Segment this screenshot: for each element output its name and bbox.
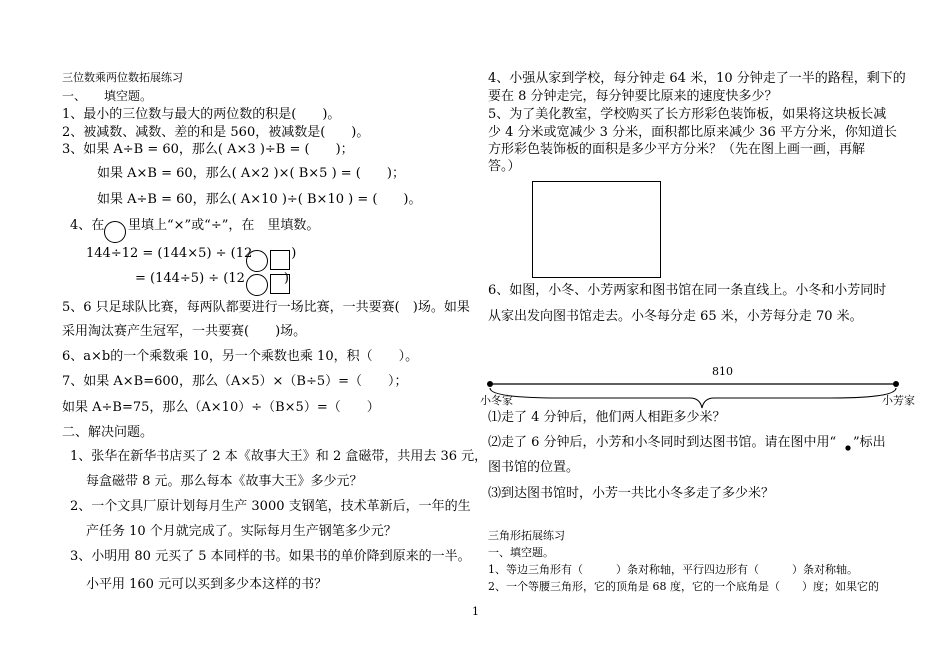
left-q4-line1: 144÷12 = (144×5) ÷ (12 ): [86, 246, 297, 261]
right-q4b: 要在 8 分钟走完，每分钟要比原来的速度快多少？: [488, 89, 778, 104]
left-q5b: 采用淘汰赛产生冠军，一共要赛( )场。: [62, 324, 307, 339]
left-title: 三位数乘两位数拓展练习: [62, 71, 183, 84]
left-q1: 1、最小的三位数与最大的两位数的积是( )。: [62, 107, 341, 122]
right-q6b: 从家出发向图书馆走去。小冬每分走 65 米，小芳每分走 70 米。: [488, 309, 863, 324]
right-sub2c: 图书馆的位置。: [488, 460, 580, 475]
right-sub2b: ”标出: [853, 435, 886, 450]
left-section2-heading: 二、解决问题。: [62, 425, 154, 440]
right-t1: 1、等边三角形有（ ）条对称轴，平行四边形有（ ）条对称轴。: [488, 563, 858, 576]
left-p1b: 每盒磁带 8 元。那么每本《故事大王》多少元？: [86, 474, 363, 489]
left-q6: 6、a×b的一个乘数乘 10，另一个乘数也乘 10，积（ ）。: [62, 349, 419, 364]
right-q5d: 答。）: [488, 159, 521, 174]
right-q5b: 少 4 分米或宽减少 3 分米，面积都比原来减少 36 平方分米，你知道长: [488, 125, 897, 140]
right-sub1: ⑴走了 4 分钟后，他们两人相距多少米？: [488, 410, 726, 425]
diagram-left-label: 小冬家: [480, 394, 513, 407]
right-q4a: 4、小强从家到学校，每分钟走 64 米，10 分钟走了一半的路程，剩下的: [488, 71, 906, 86]
left-q2: 2、被减数、减数、差的和是 560，被减数是( )。: [62, 125, 370, 140]
left-p3a: 3、小明用 80 元买了 5 本同样的书。如果书的单价降到原来的一半。: [70, 549, 471, 564]
left-q3b: 如果 A×B = 60，那么( A×2 )×( B×5 ) = ( )；: [97, 166, 405, 181]
left-q7b: 如果 A÷B=75，那么（A×10）÷（B×5）=（ ）: [62, 400, 380, 415]
left-q4-prefix: 4、在: [70, 218, 105, 233]
left-p2b: 产任务 10 个月就完成了。实际每月生产钢笔多少元？: [86, 524, 397, 539]
left-q3a: 3、如果 A÷B = 60，那么( A×3 )÷B = ( )；: [62, 142, 354, 157]
left-q4-suffix: 里填上“×”或“÷”，在 里填数。: [128, 218, 320, 233]
left-q4-line2: = (144÷5) ÷ (12 ): [135, 271, 289, 286]
left-q5a: 5、6 只足球队比赛，每两队都要进行一场比赛，一共要赛( )场。如果: [62, 300, 470, 315]
page-number: 1: [472, 605, 479, 618]
left-p3b: 小平用 160 元可以买到多少本这样的书？: [86, 577, 328, 592]
right-section1-heading: 一、填空题。: [488, 546, 554, 559]
right-sub3: ⑶到达图书馆时，小芳一共比小冬多走了多少米？: [488, 486, 775, 501]
left-q3c: 如果 A÷B = 60，那么( A×10 )÷( B×10 ) = ( )。: [97, 192, 422, 207]
right-q6a: 6、如图，小冬、小芳两家和图书馆在同一条直线上。小冬和小芳同时: [488, 283, 887, 298]
right-title2: 三角形拓展练习: [488, 529, 565, 542]
left-q7a: 7、如果 A×B=600，那么（A×5）×（B÷5）=（ ）；: [62, 374, 408, 389]
right-t2: 2、一个等腰三角形，它的顶角是 68 度，它的一个底角是（ ）度；如果它的: [488, 580, 879, 593]
left-section1-heading: 一、 填空题。: [62, 89, 153, 103]
left-p1a: 1、张华在新华书店买了 2 本《故事大王》和 2 盒磁带，共用去 36 元，: [70, 449, 488, 464]
diagram-right-label: 小芳家: [882, 394, 915, 407]
diagram-distance-label: 810: [712, 365, 733, 378]
right-sub2a: ⑵走了 6 分钟后，小芳和小冬同时到达图书馆。请在图中用“: [488, 435, 837, 450]
left-p2a: 2、一个文具厂原计划每月生产 3000 支钢笔，技术革新后，一年的生: [70, 499, 471, 514]
right-q5c: 方形彩色装饰板的面积是多少平方分米？（先在图上画一画，再解: [488, 142, 866, 157]
right-q5a: 5、为了美化教室，学校购买了长方形彩色装饰板，如果将这块板长减: [488, 107, 887, 122]
